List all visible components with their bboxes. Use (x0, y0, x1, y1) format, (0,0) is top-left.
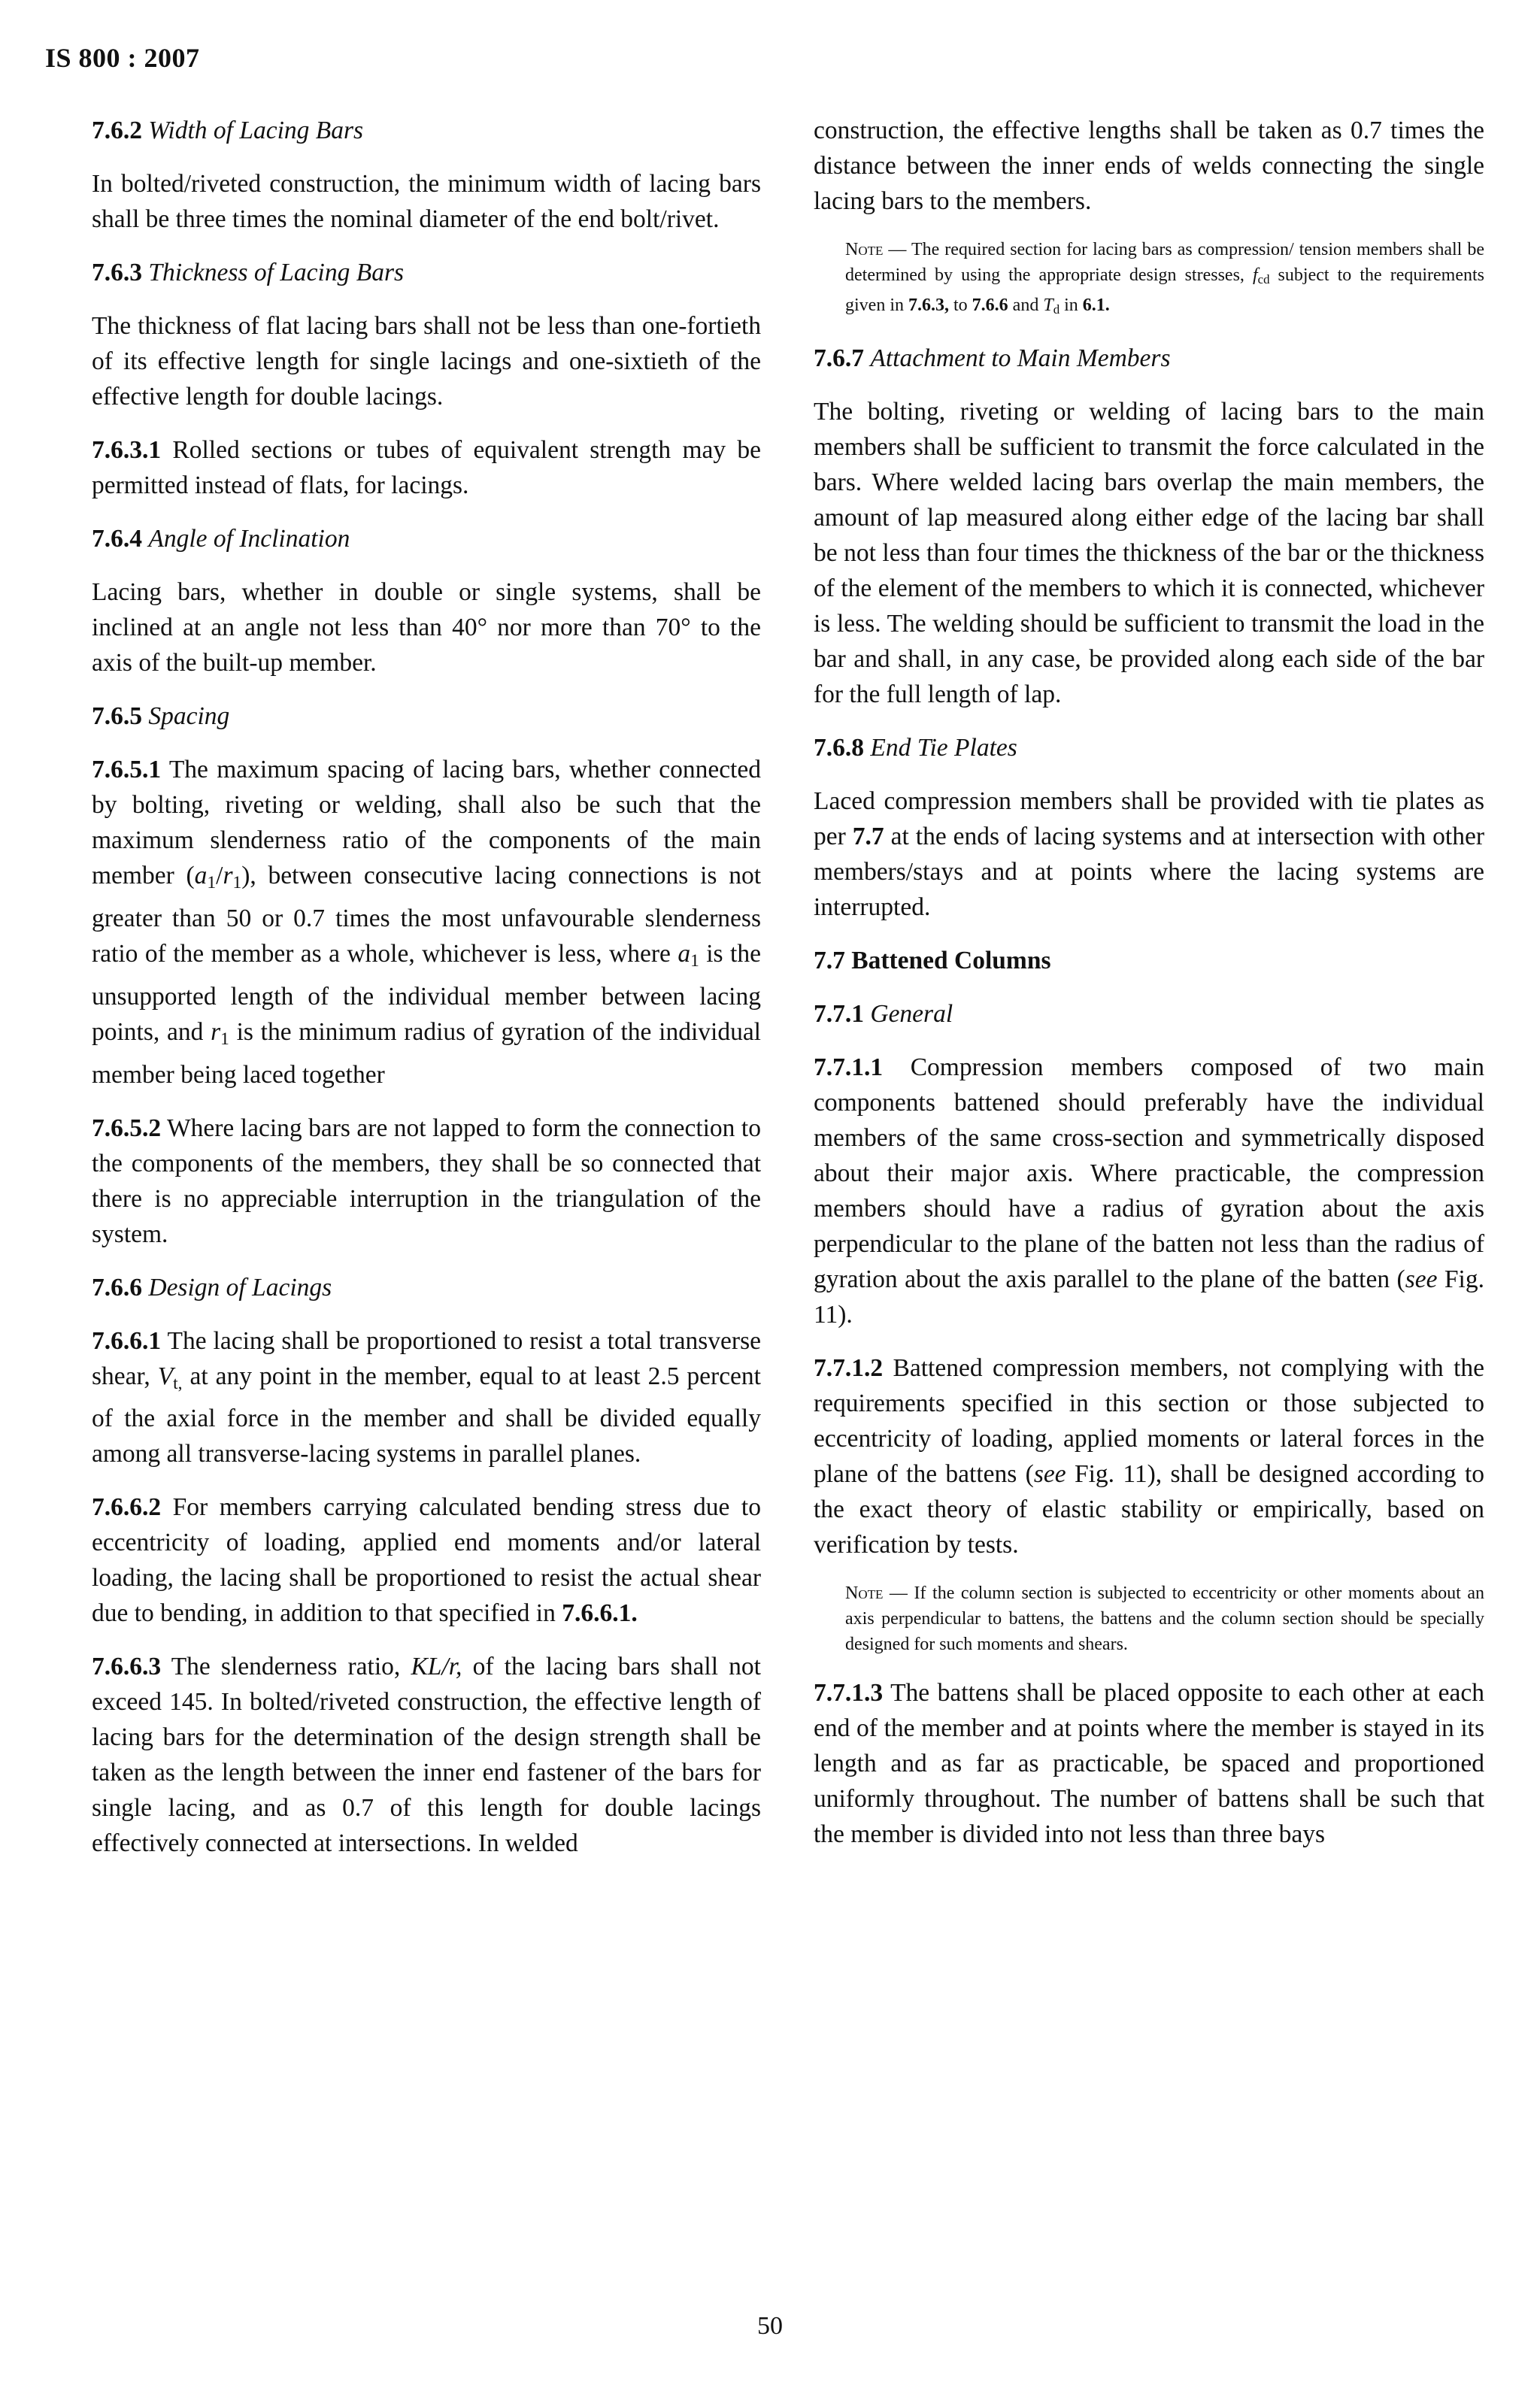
continued-text: construction, the effective lengths shall be taken as 0.7 times the distance between the inner ends of welds connecting the single lacing bars to the members. (814, 117, 1484, 215)
section-heading-7-6-3: 7.6.3 Thickness of Lacing Bars (92, 259, 405, 286)
section-text-7-6-4: Lacing bars, whether in double or single systems, shall be inclined at an angle not less than 40° nor more than 70° to the axis of the built-up member. (92, 578, 761, 677)
section-heading-7-6-6: 7.6.6 Design of Lacings (92, 1273, 332, 1302)
section-heading-7-7: 7.7 Battened Columns (814, 947, 1051, 975)
section-heading-7-6-4: 7.6.4 Angle of Inclination (92, 525, 350, 553)
section-text-7-6-7: The bolting, riveting or welding of lacing bars to the main members shall be sufficient to transmit the force calculated in the bars. Where welded lacing bars overlap the main members, the amount of lap measured along either edge of the lacing bar shall be not less than four times the thickness of the bar or the thickness of the element of the members to which it is connected, whichever is less. The welding should be sufficient to transmit the load in the bar and shall, in any case, be provided along each side of the bar for the full length of lap. (814, 398, 1484, 709)
clause-7-6-6-2: 7.6.6.2 For members carrying calculated bending stress due to eccentricity of loading, applied end moments and/or lateral loading, the lacing shall be proportioned to resist the actual shear due to bending, in addition to that specified in 7.6.6.1. (92, 1493, 761, 1628)
section-heading-7-7-1: 7.7.1 General (814, 1000, 953, 1029)
clause-7-6-5-1: 7.6.5.1 The maximum spacing of lacing bars, whether connected by bolting, riveting or welding, shall also be such that the maximum slenderness ratio of the components of the main member $(a_1/r_1)$, between consecutive lacing connections is not greater than 50 or 0.7 times the most unfavourable slenderness ratio of the member as a whole, whichever is less, where $a_1$ is the unsupported length of the individual member between lacing points, and $r_1$ is the minimum radius of gyration of the individual member being laced together (92, 756, 761, 1089)
clause-7-7-1-2: 7.7.1.2 Battened compression members, not complying with the requirements specified in this section or those subjected to eccentricity of loading, applied moments or lateral forces in the plane of the battens (see Fig. 11), shall be designed according to the exact theory of elastic stability or empirically, based on verification by tests. (814, 1354, 1484, 1559)
right-column (814, 113, 1484, 1870)
clause-7-6-6-1: 7.6.6.1 The lacing shall be proportioned to resist a total transverse shear, $V_{t,}$ at any point in the member, equal to at least 2.5 percent of the axial force in the member and shall be divided equally among all transverse-lacing systems in parallel planes. (92, 1326, 761, 1468)
section-heading-7-6-5: 7.6.5 Spacing (92, 702, 230, 730)
section-text-7-6-8: Laced compression members shall be provided with tie plates as per 7.7 at the ends of lacing systems and at intersection with other members/stays and at points where the lacing systems are interrupted. (814, 787, 1484, 922)
clause-7-7-1-3: 7.7.1.3 The battens shall be placed opposite to each other at each end of the member and at points where the member is stayed in its length and as far as practicable, be spaced and proportioned uniformly throughout. The number of battens shall be such that the member is divided into not less than three bays (814, 1679, 1484, 1849)
clause-7-6-3-1: 7.6.3.1 Rolled sections or tubes of equivalent strength may be permitted instead of flats, for lacings. (92, 436, 762, 499)
clause-7-6-6-3: 7.6.6.3 The slenderness ratio, KL/r, of the lacing bars shall not exceed 145. In bolted/riveted construction, the effective length of lacing bars for the determination of the design strength shall be taken as the length between the inner end fastener of the bars for single lacing, and as 0.7 of this length for double lacings effectively connected at intersections. In welded (92, 1653, 761, 1858)
section-heading-7-6-7: 7.6.7 Attachment to Main Members (814, 344, 1171, 373)
standard-header: IS 800 : 2007 (45, 43, 200, 73)
left-column (92, 113, 761, 1879)
section-heading-7-6-8: 7.6.8 End Tie Plates (814, 734, 1017, 762)
section-text-7-6-2: In bolted/riveted construction, the minimum width of lacing bars shall be three times the nominal diameter of the end bolt/rivet. (92, 170, 761, 233)
note-battens: Note — If the column section is subjected to eccentricity or other moments about an axis perpendicular to battens, the battens and the column section should be specially designed for such moments and shears. (845, 1583, 1484, 1655)
clause-7-6-5-2: 7.6.5.2 Where lacing bars are not lapped to form the connection to the components of the members, they shall be so connected that there is no appreciable interruption in the triangulation of the system. (92, 1114, 761, 1248)
clause-7-7-1-1: 7.7.1.1 Compression members composed of two main components battened should preferably have the individual members of the same cross-section and symmetrically disposed about their major axis. Where practicable, the compression members should have a radius of gyration about the axis perpendicular to the plane of the batten not less than the radius of gyration about the axis parallel to the plane of the batten (see Fig. 11). (814, 1053, 1485, 1329)
section-text-7-6-3: The thickness of flat lacing bars shall not be less than one-fortieth of its effective length for single lacings and one-sixtieth of the effective length for double lacings. (92, 312, 761, 411)
section-heading-7-6-2: 7.6.2 Width of Lacing Bars (92, 117, 364, 144)
page-number: 50 (757, 2312, 783, 2340)
note-lacing-section: Note — The required section for lacing bars as compression/ tension members shall be determined by using the appropriate design stresses, $f_{cd}$ subject to the requirements given in 7.6.3, to 7.6.6 and $T_d$ in 6.1. (845, 240, 1484, 317)
